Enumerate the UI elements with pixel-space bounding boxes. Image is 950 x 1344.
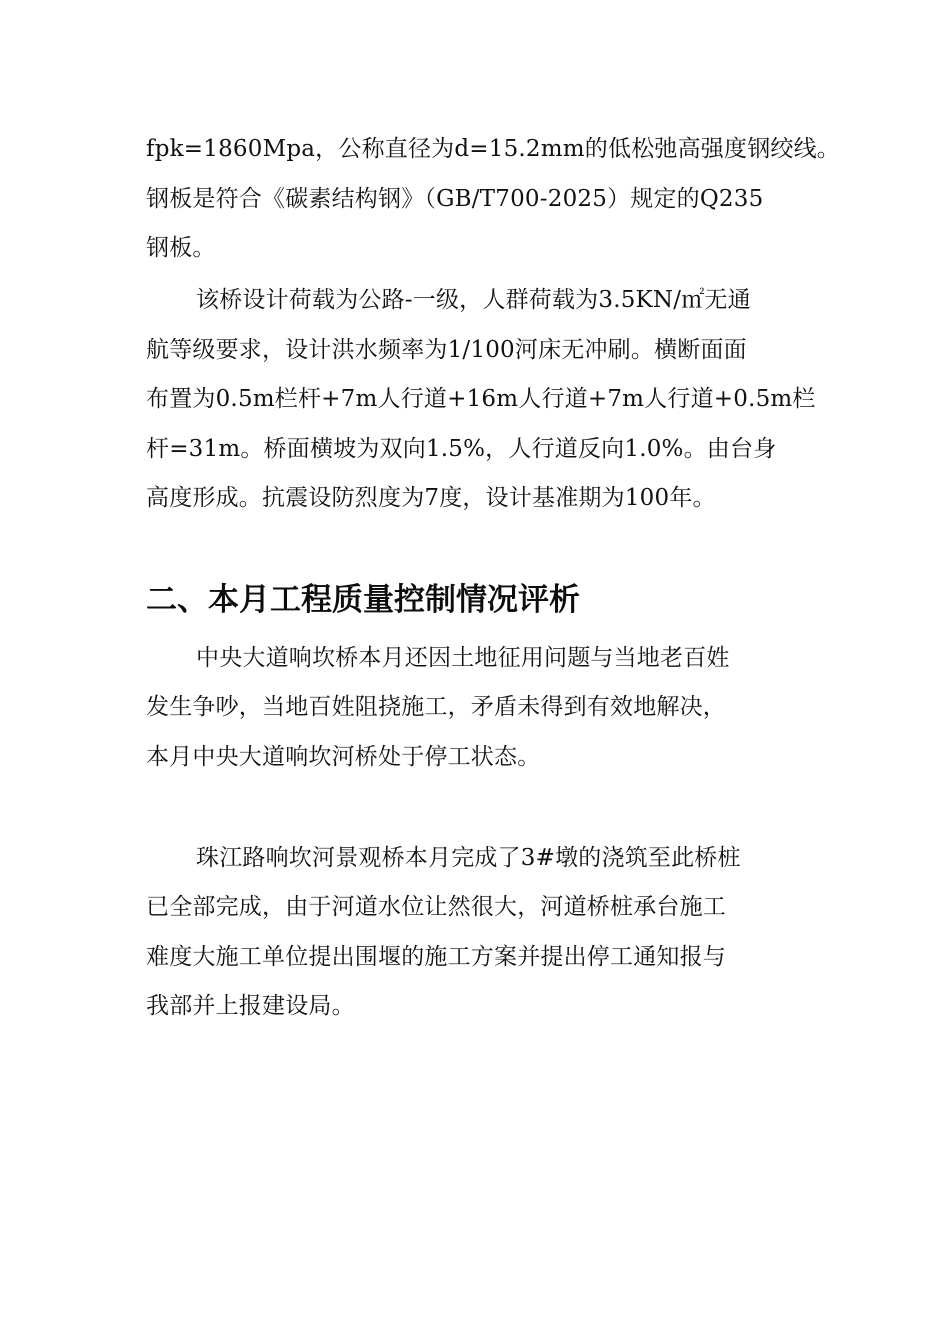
paragraph-1-line-2: 钢板是符合《碳素结构钢》（GB/T700-2025）规定的Q235 xyxy=(146,186,764,212)
paragraph-4-line-3: 难度大施工单位提出围堰的施工方案并提出停工通知报与 xyxy=(146,944,726,970)
paragraph-1-line-1: fpk=1860Mpa，公称直径为d=15.2mm的低松弛高强度钢绞线。 xyxy=(146,136,840,162)
paragraph-2-line-3: 布置为0.5m栏杆+7m人行道+16m人行道+7m人行道+0.5m栏 xyxy=(146,386,816,412)
paragraph-2-line-4: 杆=31m。桥面横坡为双向1.5%，人行道反向1.0%。由台身 xyxy=(146,436,777,462)
paragraph-1-line-3: 钢板。 xyxy=(146,235,216,261)
paragraph-3-line-1: 中央大道响坎桥本月还因土地征用问题与当地老百姓 xyxy=(196,645,730,671)
paragraph-4-line-2: 已全部完成，由于河道水位让然很大，河道桥桩承台施工 xyxy=(146,894,726,920)
paragraph-2-line-2: 航等级要求，设计洪水频率为1/100河床无冲刷。横断面面 xyxy=(146,337,747,363)
paragraph-3-line-3: 本月中央大道响坎河桥处于停工状态。 xyxy=(146,744,541,770)
paragraph-3-line-2: 发生争吵，当地百姓阻挠施工，矛盾未得到有效地解决， xyxy=(146,694,726,720)
paragraph-2-line-5: 高度形成。抗震设防烈度为7度，设计基准期为100年。 xyxy=(146,485,716,511)
section-heading: 二、本月工程质量控制情况评析 xyxy=(146,582,580,618)
paragraph-4-line-4: 我部并上报建设局。 xyxy=(146,993,355,1019)
paragraph-2-line-1: 该桥设计荷载为公路-一级，人群荷载为3.5KN/㎡无通 xyxy=(196,287,751,313)
paragraph-4-line-1: 珠江路响坎河景观桥本月完成了3#墩的浇筑至此桥桩 xyxy=(196,845,741,871)
